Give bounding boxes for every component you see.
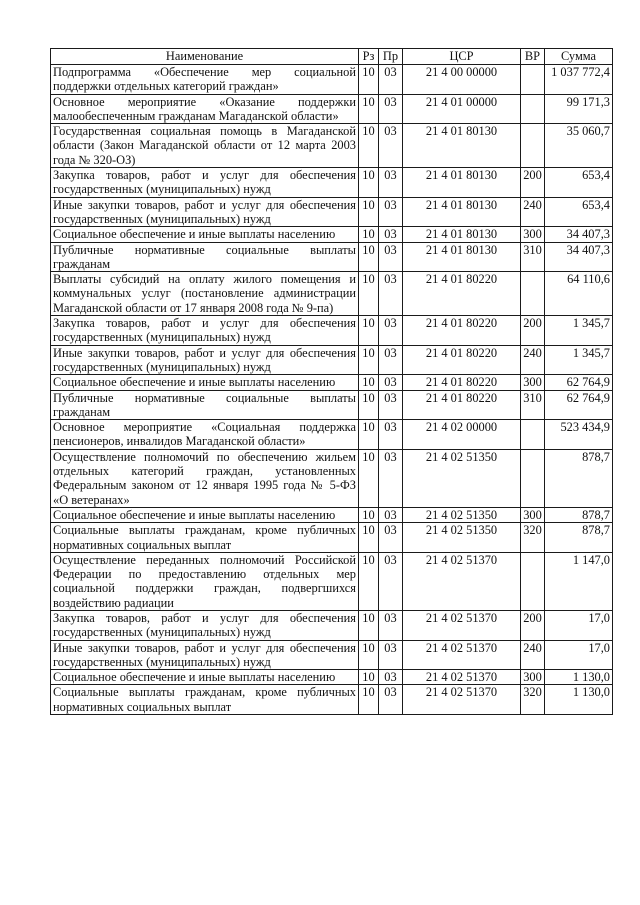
cell-rz: 10 [359, 94, 379, 124]
cell-name: Закупка товаров, работ и услуг для обеспечения государственных (муниципальных) нужд [51, 316, 359, 346]
cell-name: Основное мероприятие «Социальная поддержка пенсионеров, инвалидов Магаданской области» [51, 420, 359, 450]
cell-vr: 300 [521, 670, 545, 685]
cell-name: Подпрограмма «Обеспечение мер социальной поддержки отдельных категорий граждан» [51, 65, 359, 95]
cell-rz: 10 [359, 65, 379, 95]
cell-name: Основное мероприятие «Оказание поддержки малообеспеченным гражданам Магаданской области» [51, 94, 359, 124]
cell-pr: 03 [379, 610, 403, 640]
cell-pr: 03 [379, 65, 403, 95]
cell-pr: 03 [379, 523, 403, 553]
cell-rz: 10 [359, 227, 379, 242]
cell-vr: 300 [521, 227, 545, 242]
cell-sum: 62 764,9 [545, 375, 613, 390]
cell-name: Закупка товаров, работ и услуг для обеспечения государственных (муниципальных) нужд [51, 168, 359, 198]
cell-vr: 240 [521, 345, 545, 375]
cell-sum: 35 060,7 [545, 124, 613, 168]
cell-vr [521, 65, 545, 95]
table-row [51, 552, 613, 610]
cell-vr [521, 552, 545, 610]
cell-name: Социальное обеспечение и иные выплаты населению [51, 227, 359, 242]
header-csr: ЦСР [403, 49, 521, 65]
table-row [51, 685, 613, 715]
table-row [51, 640, 613, 670]
cell-sum: 878,7 [545, 523, 613, 553]
table-row [51, 523, 613, 553]
cell-csr: 21 4 01 80220 [403, 272, 521, 316]
cell-name: Осуществление полномочий по обеспечению жильем отдельных категорий граждан, установленных Федеральным законом от 12 января 1995 года № 5-ФЗ «О ветеранах» [51, 449, 359, 507]
cell-rz: 10 [359, 507, 379, 522]
table-row [51, 420, 613, 450]
cell-sum: 653,4 [545, 168, 613, 198]
cell-rz: 10 [359, 316, 379, 346]
cell-vr [521, 124, 545, 168]
table-row [51, 124, 613, 168]
cell-vr: 320 [521, 685, 545, 715]
cell-pr: 03 [379, 124, 403, 168]
cell-pr: 03 [379, 375, 403, 390]
cell-pr: 03 [379, 272, 403, 316]
cell-csr: 21 4 02 51370 [403, 670, 521, 685]
cell-rz: 10 [359, 670, 379, 685]
cell-pr: 03 [379, 197, 403, 227]
cell-csr: 21 4 02 51350 [403, 523, 521, 553]
cell-pr: 03 [379, 670, 403, 685]
cell-name: Иные закупки товаров, работ и услуг для обеспечения государственных (муниципальных) нужд [51, 640, 359, 670]
cell-pr: 03 [379, 552, 403, 610]
cell-pr: 03 [379, 242, 403, 272]
cell-csr: 21 4 01 80220 [403, 345, 521, 375]
cell-vr [521, 94, 545, 124]
cell-rz: 10 [359, 685, 379, 715]
cell-vr: 200 [521, 168, 545, 198]
cell-rz: 10 [359, 449, 379, 507]
table-row [51, 375, 613, 390]
table-body [51, 65, 613, 715]
cell-vr: 300 [521, 507, 545, 522]
cell-sum: 17,0 [545, 640, 613, 670]
cell-rz: 10 [359, 390, 379, 420]
table-row [51, 507, 613, 522]
cell-csr: 21 4 01 80220 [403, 390, 521, 420]
cell-vr: 240 [521, 640, 545, 670]
cell-pr: 03 [379, 227, 403, 242]
cell-pr: 03 [379, 685, 403, 715]
cell-sum: 653,4 [545, 197, 613, 227]
table-row [51, 670, 613, 685]
cell-rz: 10 [359, 552, 379, 610]
cell-sum: 878,7 [545, 507, 613, 522]
cell-vr: 310 [521, 390, 545, 420]
cell-sum: 1 147,0 [545, 552, 613, 610]
cell-sum: 523 434,9 [545, 420, 613, 450]
cell-csr: 21 4 02 51370 [403, 640, 521, 670]
cell-csr: 21 4 01 80130 [403, 197, 521, 227]
cell-csr: 21 4 02 51370 [403, 552, 521, 610]
cell-rz: 10 [359, 640, 379, 670]
table-row [51, 345, 613, 375]
header-rz: Рз [359, 49, 379, 65]
cell-csr: 21 4 01 80130 [403, 242, 521, 272]
cell-rz: 10 [359, 272, 379, 316]
cell-pr: 03 [379, 640, 403, 670]
cell-vr: 200 [521, 316, 545, 346]
table-row [51, 390, 613, 420]
cell-name: Иные закупки товаров, работ и услуг для обеспечения государственных (муниципальных) нужд [51, 345, 359, 375]
cell-pr: 03 [379, 507, 403, 522]
cell-vr: 300 [521, 375, 545, 390]
table-row [51, 272, 613, 316]
cell-name: Государственная социальная помощь в Магаданской области (Закон Магаданской области от 12 марта 2003 года № 320-ОЗ) [51, 124, 359, 168]
cell-csr: 21 4 01 80130 [403, 168, 521, 198]
cell-name: Социальные выплаты гражданам, кроме публичных нормативных социальных выплат [51, 685, 359, 715]
cell-pr: 03 [379, 449, 403, 507]
cell-name: Социальное обеспечение и иные выплаты населению [51, 507, 359, 522]
table-row [51, 242, 613, 272]
cell-name: Выплаты субсидий на оплату жилого помещения и коммунальных услуг (постановление администрации Магаданской области от 17 января 2008 года № 9-па) [51, 272, 359, 316]
cell-name: Публичные нормативные социальные выплаты гражданам [51, 242, 359, 272]
cell-rz: 10 [359, 420, 379, 450]
header-vr: ВР [521, 49, 545, 65]
cell-pr: 03 [379, 316, 403, 346]
cell-sum: 34 407,3 [545, 227, 613, 242]
table-row [51, 197, 613, 227]
cell-vr [521, 420, 545, 450]
cell-sum: 1 345,7 [545, 316, 613, 346]
cell-sum: 17,0 [545, 610, 613, 640]
table-row [51, 168, 613, 198]
header-pr: Пр [379, 49, 403, 65]
cell-csr: 21 4 02 51350 [403, 507, 521, 522]
cell-rz: 10 [359, 610, 379, 640]
cell-name: Публичные нормативные социальные выплаты гражданам [51, 390, 359, 420]
cell-rz: 10 [359, 345, 379, 375]
cell-name: Иные закупки товаров, работ и услуг для обеспечения государственных (муниципальных) нужд [51, 197, 359, 227]
cell-sum: 1 130,0 [545, 685, 613, 715]
cell-pr: 03 [379, 168, 403, 198]
header-sum: Сумма [545, 49, 613, 65]
budget-table [50, 48, 613, 715]
cell-name: Социальное обеспечение и иные выплаты населению [51, 670, 359, 685]
cell-rz: 10 [359, 197, 379, 227]
cell-rz: 10 [359, 124, 379, 168]
cell-vr [521, 449, 545, 507]
cell-vr: 200 [521, 610, 545, 640]
cell-csr: 21 4 02 51350 [403, 449, 521, 507]
cell-csr: 21 4 02 00000 [403, 420, 521, 450]
cell-csr: 21 4 01 00000 [403, 94, 521, 124]
cell-rz: 10 [359, 242, 379, 272]
cell-csr: 21 4 01 80130 [403, 227, 521, 242]
cell-sum: 62 764,9 [545, 390, 613, 420]
header-row [51, 49, 613, 65]
cell-pr: 03 [379, 94, 403, 124]
table-row [51, 610, 613, 640]
cell-name: Осуществление переданных полномочий Российской Федерации по предоставлению отдельных мер социальной поддержки граждан, подвергшихся воздействию радиации [51, 552, 359, 610]
cell-csr: 21 4 01 80130 [403, 124, 521, 168]
cell-sum: 1 130,0 [545, 670, 613, 685]
cell-rz: 10 [359, 168, 379, 198]
table-row [51, 316, 613, 346]
cell-sum: 64 110,6 [545, 272, 613, 316]
cell-name: Социальное обеспечение и иные выплаты населению [51, 375, 359, 390]
cell-pr: 03 [379, 390, 403, 420]
table-row [51, 449, 613, 507]
table-row [51, 94, 613, 124]
cell-vr [521, 272, 545, 316]
cell-pr: 03 [379, 420, 403, 450]
cell-csr: 21 4 02 51370 [403, 610, 521, 640]
cell-vr: 320 [521, 523, 545, 553]
cell-csr: 21 4 01 80220 [403, 375, 521, 390]
header-name: Наименование [51, 49, 359, 65]
cell-pr: 03 [379, 345, 403, 375]
cell-name: Закупка товаров, работ и услуг для обеспечения государственных (муниципальных) нужд [51, 610, 359, 640]
cell-rz: 10 [359, 523, 379, 553]
table-row [51, 65, 613, 95]
cell-sum: 99 171,3 [545, 94, 613, 124]
table-row [51, 227, 613, 242]
cell-name: Социальные выплаты гражданам, кроме публичных нормативных социальных выплат [51, 523, 359, 553]
cell-vr: 240 [521, 197, 545, 227]
cell-csr: 21 4 02 51370 [403, 685, 521, 715]
cell-sum: 1 037 772,4 [545, 65, 613, 95]
cell-sum: 878,7 [545, 449, 613, 507]
cell-csr: 21 4 00 00000 [403, 65, 521, 95]
cell-sum: 34 407,3 [545, 242, 613, 272]
cell-rz: 10 [359, 375, 379, 390]
table-header [51, 49, 613, 65]
cell-vr: 310 [521, 242, 545, 272]
cell-csr: 21 4 01 80220 [403, 316, 521, 346]
cell-sum: 1 345,7 [545, 345, 613, 375]
